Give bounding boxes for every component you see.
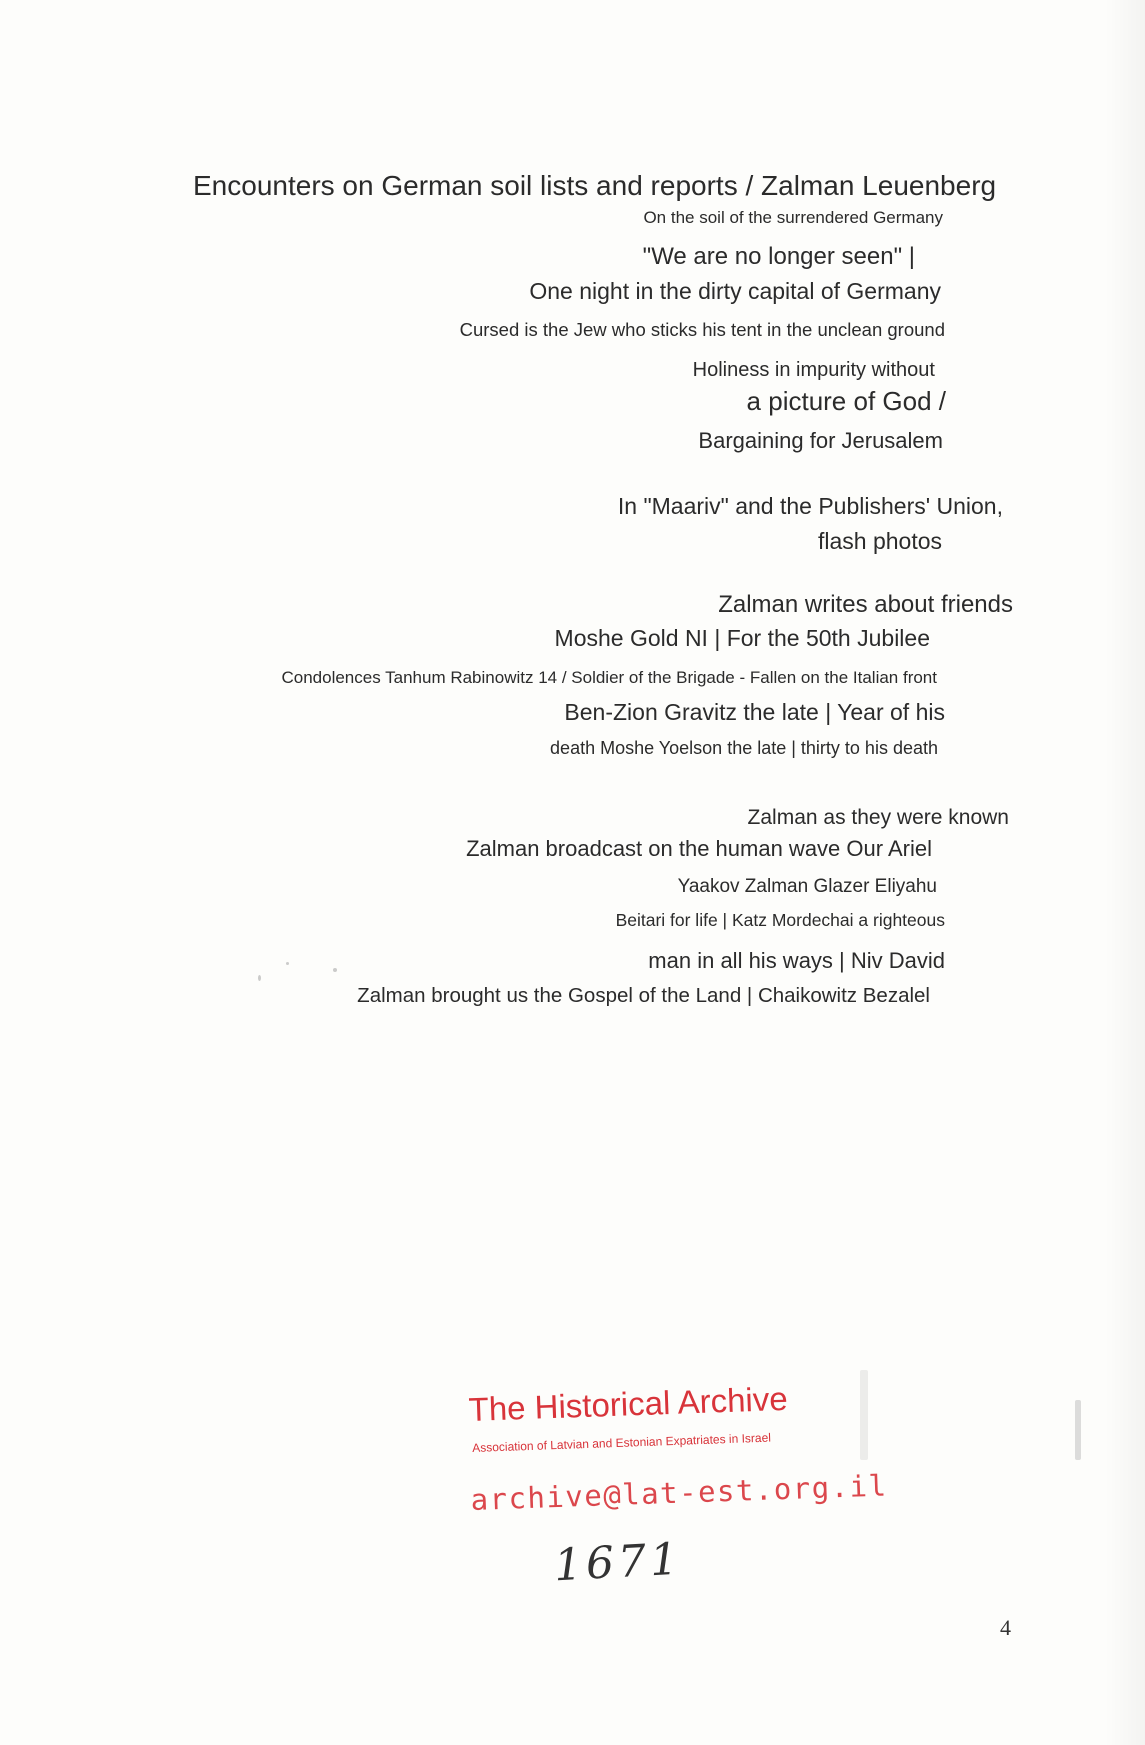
contents-line: a picture of God / — [746, 386, 946, 416]
contents-line: Ben-Zion Gravitz the late | Year of his — [564, 699, 945, 725]
contents-line: One night in the dirty capital of Germany — [529, 278, 941, 304]
scan-speck — [1075, 1400, 1081, 1460]
contents-line: Bargaining for Jerusalem — [698, 428, 943, 453]
contents-line: death Moshe Yoelson the late | thirty to his death — [550, 738, 938, 758]
contents-line: Zalman writes about friends — [718, 591, 1013, 618]
contents-line: Holiness in impurity without — [692, 359, 935, 381]
contents-line: Yaakov Zalman Glazer Eliyahu — [677, 876, 937, 897]
stamp-subtitle: Association of Latvian and Estonian Expatriates in Israel — [472, 1430, 772, 1455]
contents-line: "We are no longer seen" | — [642, 243, 915, 270]
contents-line: Zalman as they were known — [747, 806, 1009, 829]
scan-speck — [860, 1370, 868, 1460]
contents-line: flash photos — [817, 528, 942, 554]
contents-line: Moshe Gold NI | For the 50th Jubilee — [554, 625, 930, 651]
contents-line: man in all his ways | Niv David — [648, 948, 945, 973]
scan-speck — [258, 975, 261, 981]
contents-line: Zalman broadcast on the human wave Our Ariel — [466, 836, 932, 861]
page-number: 4 — [1000, 1615, 1011, 1640]
scan-speck — [333, 968, 337, 972]
stamp-email: archive@lat-est.org.il — [470, 1468, 889, 1517]
contents-line: Condolences Tanhum Rabinowitz 14 / Soldier of the Brigade - Fallen on the Italian front — [281, 668, 937, 687]
scan-speck — [286, 962, 289, 965]
stamp-title: The Historical Archive — [468, 1379, 789, 1428]
contents-line: Beitari for life | Katz Mordechai a righteous — [615, 910, 945, 930]
contents-line: Cursed is the Jew who sticks his tent in the unclean ground — [459, 319, 945, 340]
contents-line: On the soil of the surrendered Germany — [643, 208, 943, 227]
contents-title: Encounters on German soil lists and reports / Zalman Leuenberg — [193, 170, 997, 201]
handwritten-archive-number: 1671 — [552, 1533, 684, 1592]
contents-line: Zalman brought us the Gospel of the Land | Chaikowitz Bezalel — [357, 984, 930, 1007]
page-edge-shadow — [1105, 0, 1145, 1745]
contents-line: In "Maariv" and the Publishers' Union, — [617, 493, 1003, 519]
